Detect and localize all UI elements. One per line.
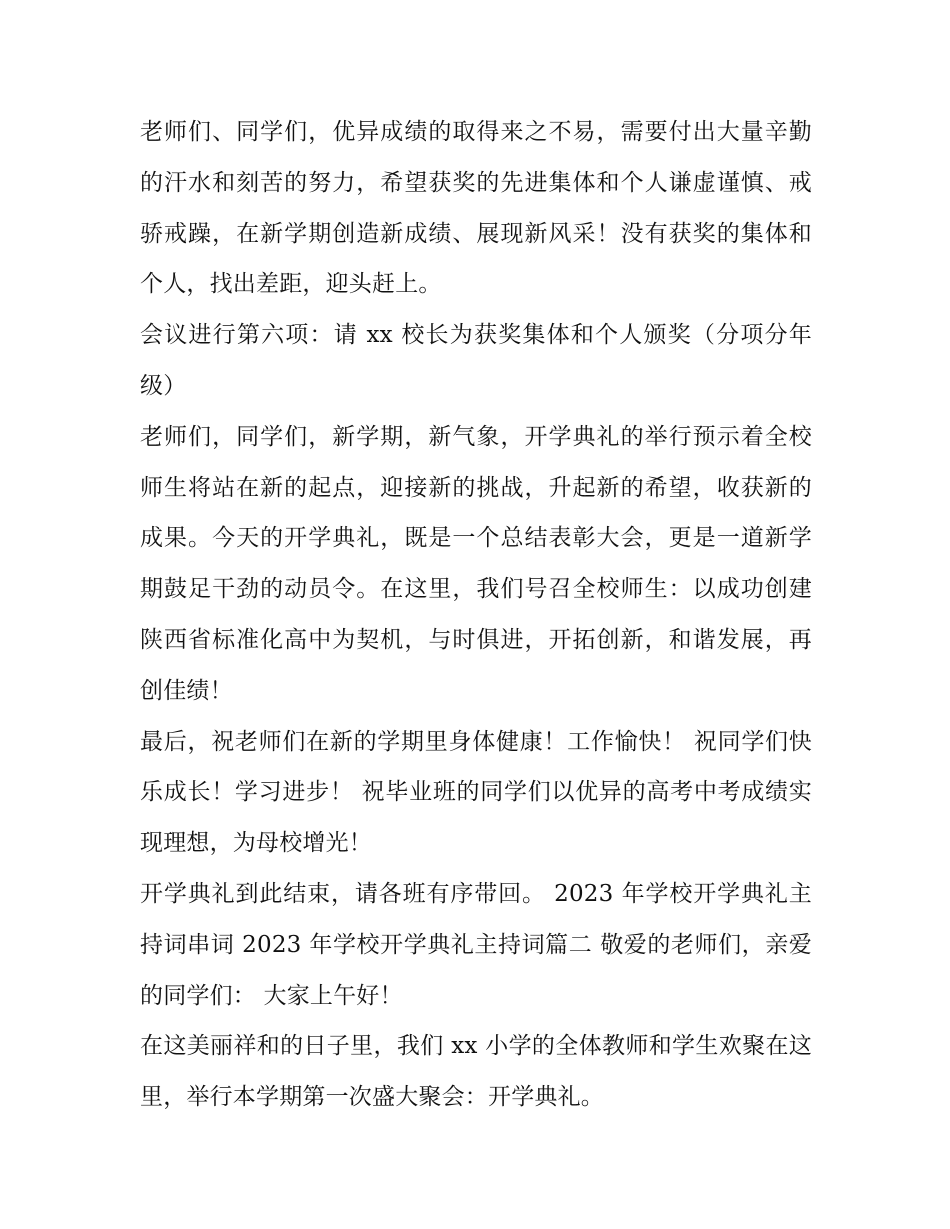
paragraph-award-encouragement: 老师们、同学们，优异成绩的取得来之不易，需要付出大量辛勤的汗水和刻苦的努力，希望获奖的先进集体和个人谦虚谨慎、戒骄戒躁，在新学期创造新成绩、展现新风采！没有获奖的集体和个人，找出差距，迎头赶上。	[140, 119, 812, 298]
paragraph-ceremony-end-and-greeting: 开学典礼到此结束，请各班有序带回。 2023 年学校开学典礼主持词串词 2023 年学校开学典礼主持词篇二 敬爱的老师们，亲爱的同学们： 大家上午好！	[140, 880, 812, 1009]
paragraph-closing-wishes: 最后，祝老师们在新的学期里身体健康！工作愉快！ 祝同学们快乐成长！学习进步！ 祝毕业班的同学们以优异的高考中考成绩实现理想，为母校增光！	[140, 728, 812, 857]
paragraph-new-semester-call: 老师们，同学们，新学期，新气象，开学典礼的举行预示着全校师生将站在新的起点，迎接新的挑战，升起新的希望，收获新的成果。今天的开学典礼，既是一个总结表彰大会，更是一道新学期鼓足干劲的动员令。在这里，我们号召全校师生：以成功创建陕西省标准化高中为契机，与时俱进，开拓创新，和谐发展，再创佳绩！	[140, 423, 812, 704]
paragraph-opening-ceremony-intro: 在这美丽祥和的日子里，我们 xx 小学的全体教师和学生欢聚在这里，举行本学期第一次盛大聚会：开学典礼。	[140, 1033, 812, 1111]
document-body	[140, 107, 812, 1123]
paragraph-agenda-item-six: 会议进行第六项：请 xx 校长为获奖集体和个人颁奖（分项分年级）	[140, 322, 812, 399]
